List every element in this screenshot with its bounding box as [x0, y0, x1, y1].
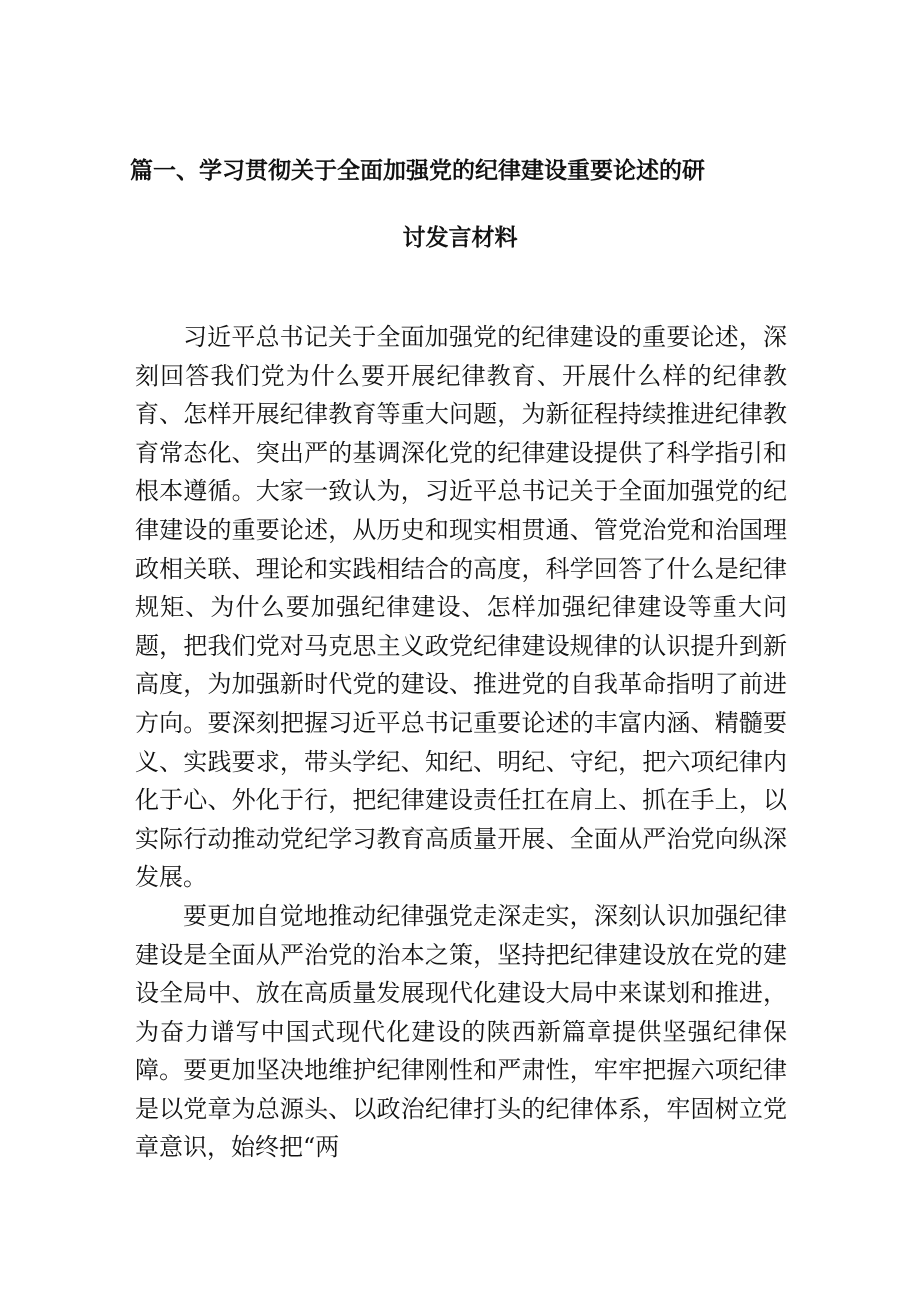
body-paragraph-1: 习近平总书记关于全面加强党的纪律建设的重要论述，深刻回答我们党为什么要开展纪律教育、开展什么样的纪律教育、怎样开展纪律教育等重大问题，为新征程持续推进纪律教育常态化、突出严的基调深化党的纪律建设提供了科学指引和根本遵循。大家一致认为，习近平总书记关于全面加强党的纪律建设的重要论述，从历史和现实相贯通、管党治党和治国理政相关联、理论和实践相结合的高度，科学回答了什么是纪律规矩、为什么要加强纪律建设、怎样加强纪律建设等重大问题，把我们党对马克思主义政党纪律建设规律的认识提升到新高度，为加强新时代党的建设、推进党的自我革命指明了前进方向。要深刻把握习近平总书记重要论述的丰富内涵、精髓要义、实践要求，带头学纪、知纪、明纪、守纪，把六项纪律内化于心、外化于行，把纪律建设责任扛在肩上、抓在手上，以实际行动推动党纪学习教育高质量开展、全面从严治党向纵深发展。 — [135, 323, 787, 892]
body-paragraph-2: 要更加自觉地推动纪律强党走深走实，深刻认识加强纪律建设是全面从严治党的治本之策，坚持把纪律建设放在党的建设全局中、放在高质量发展现代化建设大局中来谋划和推进，为奋力谱写中国式现代化建设的陕西新篇章提供坚强纪律保障。要更加坚决地维护纪律刚性和严肃性，牢牢把握六项纪律是以党章为总源头、以政治纪律打头的纪律体系，牢固树立党章意识，始终把“两 — [135, 901, 787, 1162]
document-body — [135, 318, 787, 1167]
document-title-line-1: 篇一、学习贯彻关于全面加强党的纪律建设重要论述的研 — [130, 158, 705, 184]
document-title-line-2: 讨发言材料 — [402, 225, 518, 251]
